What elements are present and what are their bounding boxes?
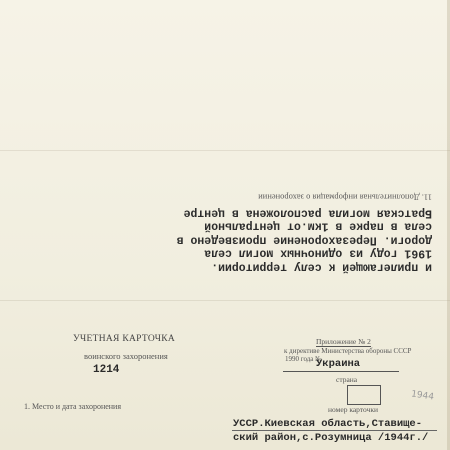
card-number-box [347, 385, 381, 405]
appendix-line-2: к директиве Министерства обороны СССР [284, 347, 412, 355]
fold-line [0, 150, 450, 151]
card-title: УЧЕТНАЯ КАРТОЧКА [73, 334, 176, 344]
typed-line: Братская могила расположена в центре [183, 206, 432, 220]
typed-line: 1961 году из одиночных могил села [204, 247, 432, 260]
appendix-line-3: 1990 года № [285, 355, 322, 363]
appendix-line-1: Приложение № 2 [316, 337, 371, 346]
typed-line: дороги. Перезахоронение произведено в [176, 233, 432, 247]
typed-line: села в парке в 1км.от центральной [204, 220, 432, 233]
country-value: Украина [316, 358, 361, 370]
fold-line [0, 300, 450, 301]
typed-line: и прилегающей к селу территории. [211, 260, 432, 274]
additional-info-block [96, 193, 436, 274]
country-label: страна [336, 375, 358, 384]
country-underline [283, 371, 399, 372]
pencil-annotation: 1944 [410, 389, 435, 403]
card-number-label: номер карточки [328, 405, 378, 414]
place-label: 1. Место и дата захоронения [24, 402, 122, 411]
place-line-1: УССР.Киевская область,Ставище- [233, 418, 423, 430]
place-underline [232, 430, 437, 431]
card-number: 1214 [93, 364, 120, 376]
card-subtitle: воинского захоронения [84, 351, 168, 361]
additional-info-heading: 11. Дополнительная информация о захоронении [258, 193, 432, 203]
place-line-2: ский район,с.Розумница /1944г./ [233, 432, 429, 444]
